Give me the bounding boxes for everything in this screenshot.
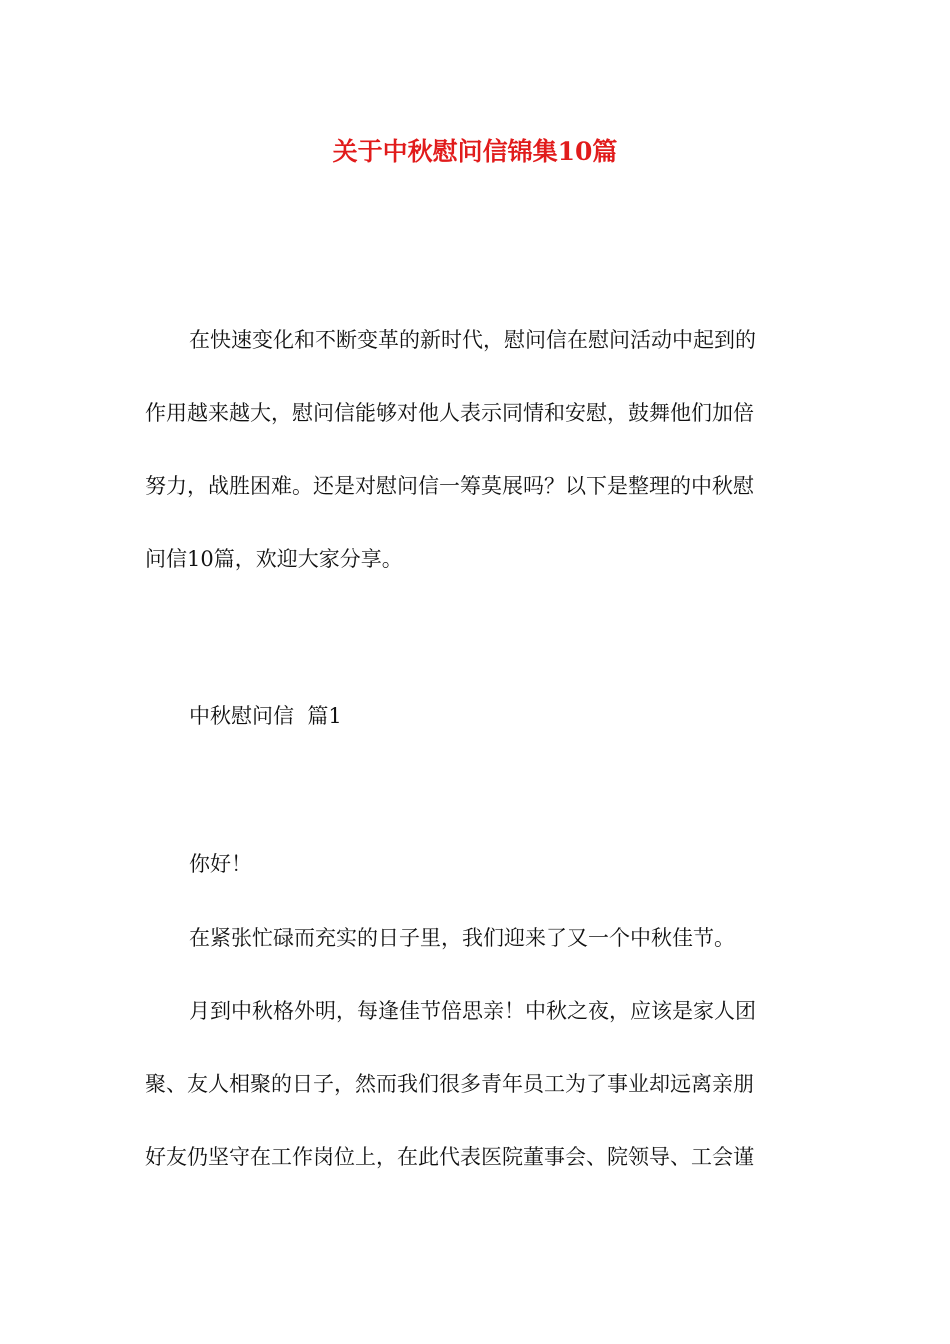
intro-line: 作用越来越大，慰问信能够对他人表示同情和安慰，鼓舞他们加倍: [145, 401, 754, 425]
body-line: 在紧张忙碌而充实的日子里，我们迎来了又一个中秋佳节。: [189, 926, 735, 950]
body-line: 聚、友人相聚的日子，然而我们很多青年员工为了事业却远离亲朋: [145, 1072, 754, 1096]
intro-paragraph: [145, 304, 807, 596]
body-line: 好友仍坚守在工作岗位上，在此代表医院董事会、院领导、工会谨: [145, 1145, 754, 1169]
greeting: 你好！: [189, 852, 252, 876]
letter-body: [145, 902, 807, 1194]
document-title: 关于中秋慰问信锦集10篇: [332, 137, 618, 166]
section-heading: 中秋慰问信 篇1: [189, 704, 342, 728]
greeting-block: [145, 828, 807, 901]
intro-line: 问信10篇，欢迎大家分享。: [145, 547, 403, 571]
intro-line: 努力，战胜困难。还是对慰问信一筹莫展吗？以下是整理的中秋慰: [145, 474, 754, 498]
section-heading-block: [145, 680, 807, 753]
intro-line: 在快速变化和不断变革的新时代，慰问信在慰问活动中起到的: [189, 328, 756, 352]
body-line: 月到中秋格外明，每逢佳节倍思亲！中秋之夜，应该是家人团: [189, 999, 756, 1023]
